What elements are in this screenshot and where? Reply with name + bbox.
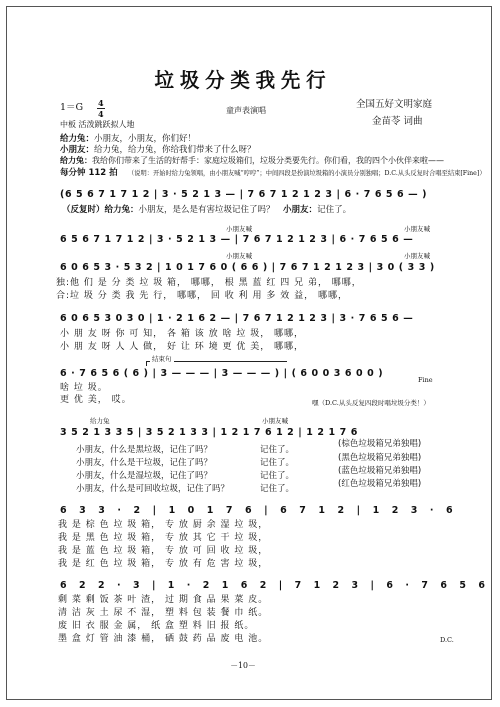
notation-system-8: 6 2 2 · 3 | 1 · 2 1 6 2 | 7 1 2 3 | 6 · 7 6 5 6 [60, 580, 486, 591]
spoken-row-3: 小朋友，什么是湿垃圾，记住了吗？ [76, 471, 213, 481]
callout-4: 小朋友喊 [404, 252, 430, 260]
role-tag-4: (红色垃圾箱兄弟独唱) [338, 479, 422, 489]
time-signature-top: 4 [98, 98, 104, 108]
lyrics-8-1: 剩 菜 剩 饭 茶 叶 渣， 过 期 食 品 果 菜 皮。 [58, 595, 269, 605]
tempo-bpm: 每分钟 112 拍 [60, 168, 118, 178]
song-title: 垃圾分类我先行 [154, 68, 332, 92]
dialogue-line-3: 给力兔：我给你们带来了生活的好帮手：家庭垃圾箱们，垃圾分类要先行。你们看，我的四个小伙伴来啦—— [60, 156, 444, 165]
reply-3: 记住了。 [260, 471, 295, 481]
key-signature: 1＝G [60, 102, 84, 113]
lyrics-8-3: 废 旧 衣 服 金 属， 纸 盒 塑 料 旧 报 纸。 [58, 621, 255, 631]
lyrics-4-1: 小 朋 友 呀 你 可 知， 各 箱 该 放 啥 垃 圾， 哪哪， [60, 329, 305, 339]
spoken-row-1: 小朋友，什么是黑垃圾，记住了吗？ [76, 445, 213, 455]
notation-system-1: (6 5 6 7 1 7 1 2 | 3 · 5 2 1 3 — | 7 6 7 1 2 1 2 3 | 6 · 7 6 5 6 — ) [60, 189, 428, 200]
lyrics-5-2: 更 优 美， 哎。 [60, 395, 132, 405]
spoken-row-2: 小朋友，什么是干垃圾，记住了吗？ [76, 458, 213, 468]
author-affiliation: 全国五好文明家庭 [356, 99, 433, 110]
end-note: 嘿（D.C.从头反复四段时唱垃圾分类！） [312, 399, 430, 407]
author-credit: 金苗苓 词曲 [372, 116, 423, 127]
lyrics-7-2: 我 是 黑 色 垃 圾 箱， 专 放 其 它 干 垃 圾， [58, 533, 269, 543]
notation-system-6: 3 5 2 1 3 3 5 | 3 5 2 1 3 3 | 1 2 1 7 6 1 2 | 1 2 1 7 6 [60, 427, 358, 438]
performance-type: 童声表演唱 [226, 106, 266, 115]
dialogue-line-1: 给力兔：小朋友，小朋友，你们好！ [60, 134, 197, 144]
time-signature-bottom: 4 [98, 109, 104, 119]
tempo-expression: 中板 活泼跳跃拟人地 [60, 120, 135, 129]
spoken-row-4: 小朋友，什么是可回收垃圾，记住了吗？ [76, 484, 230, 494]
notation-system-7: 6 3 3 · 2 | 1 0 1 7 6 | 6 7 1 2 | 1 2 3 · 6 [60, 505, 454, 516]
lyrics-8-4: 墨 盒 灯 管 油 漆 桶， 硒 鼓 药 品 废 电 池。 [58, 634, 269, 644]
notation-system-4: 6 0 6 5 3 0 3 0 | 1 · 2 1 6 2 — | 7 6 7 1 2 1 2 3 | 3 · 7 6 5 6 — [60, 313, 414, 324]
da-capo-mark: D.C. [440, 636, 454, 644]
volta-label: 结束句 [152, 355, 172, 363]
reply-2: 记住了。 [260, 458, 295, 468]
lyrics-7-1: 我 是 棕 色 垃 圾 箱， 专 放 厨 余 湿 垃 圾， [58, 520, 269, 530]
lyrics-7-4: 我 是 红 色 垃 圾 箱， 专 放 有 危 害 垃 圾， [58, 559, 269, 569]
callout-2: 小朋友喊 [404, 225, 430, 233]
dialogue-line-2: 小朋友：给力兔，给力兔，你给我们带来了什么呀？ [60, 145, 256, 155]
lyrics-7-3: 我 是 蓝 色 垃 圾 箱， 专 放 可 回 收 垃 圾， [58, 546, 269, 556]
system-1-spoken: （反复时）给力兔：小朋友，是么是有害垃圾记住了吗？ 小朋友：记住了。 [62, 205, 352, 215]
notation-system-2: 6 5 6 7 1 7 1 2 | 3 · 5 2 1 3 — | 7 6 7 1 2 1 2 3 | 6 · 7 6 5 6 — [60, 234, 414, 245]
notation-system-5: 6 · 7 6 5 6 ( 6 ) | 3 — — — | 3 — — — ) | ( 6 0 0 3 6 0 0 ) [60, 368, 384, 379]
reply-1: 记住了。 [260, 445, 295, 455]
role-tag-2: (黑色垃圾箱兄弟独唱) [338, 453, 422, 463]
callout-1: 小朋友喊 [226, 225, 252, 233]
callout-6: 小朋友喊 [262, 417, 288, 425]
notation-system-3: 6 0 6 5 3 · 5 3 2 | 1 0 1 7 6 0 ( 6 6 ) | 7 6 7 1 2 1 2 3 | 3 0 ( 3 3 ) [60, 262, 435, 273]
lyrics-5-1: 啥 垃 圾。 [60, 383, 108, 393]
lyrics-8-2: 清 洁 灰 土 尿 不 湿， 塑 料 包 装 餐 巾 纸。 [58, 608, 269, 618]
lyrics-3-2: 合:垃 圾 分 类 我 先 行， 哪哪， 回 收 利 用 多 效 益， 哪哪， [56, 291, 348, 301]
lyrics-3-1: 独:他 们 是 分 类 垃 圾 箱， 哪哪， 根 黑 蓝 红 四 兄 弟， 哪哪， [56, 278, 362, 288]
performance-note: （说明：开始时给力兔领唱，由小朋友喊“哼哼”；中间四段是扮演垃圾箱的小演员分别独唱；D.C.从头反复时合唱至结束[Fine]） [128, 169, 486, 177]
callout-3: 小朋友喊 [226, 252, 252, 260]
callout-5: 给力兔 [90, 417, 110, 425]
fine-mark: Fine [418, 376, 433, 384]
page-number: －10－ [230, 661, 256, 670]
reply-4: 记住了。 [260, 484, 295, 494]
lyrics-4-2: 小 朋 友 呀 人 人 做， 好 让 环 境 更 优 美， 哪哪， [60, 342, 305, 352]
role-tag-1: (棕色垃圾箱兄弟独唱) [338, 439, 422, 449]
role-tag-3: (蓝色垃圾箱兄弟独唱) [338, 466, 422, 476]
